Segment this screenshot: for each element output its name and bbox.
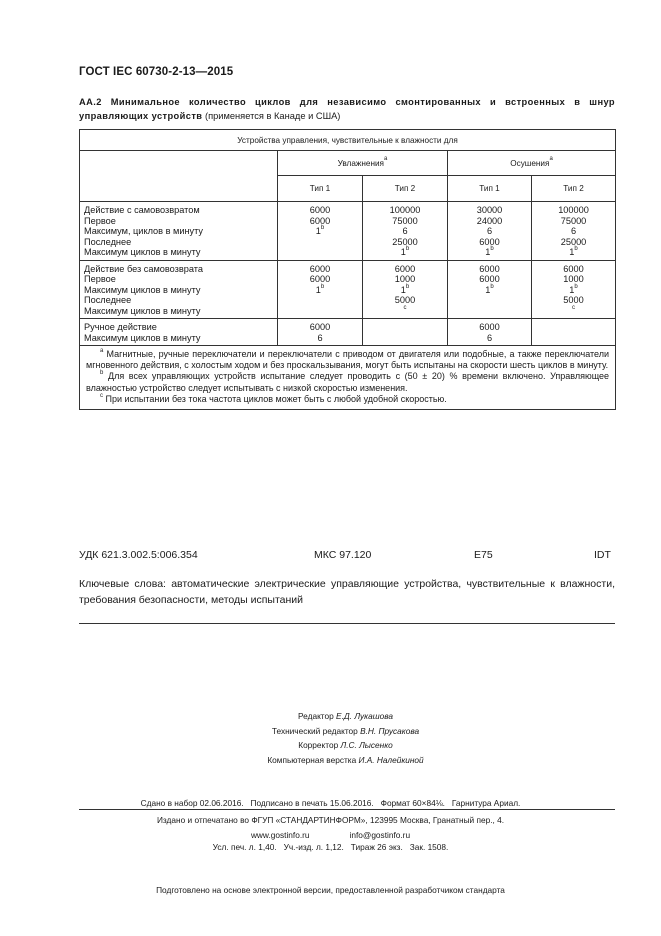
footnote-ref: b (490, 246, 494, 252)
footnote-ref: b (320, 225, 325, 231)
footnote-text: Для всех управляющих устройств испытание следует проводить с (50 ± 20) % времени включено. Управляющее влажностью устройство следует испытывать с низкой скоростью изменения. (86, 371, 610, 393)
cell-value (282, 247, 358, 258)
value-text: 100000 (558, 205, 589, 215)
row-labels (80, 319, 278, 346)
row-label: Первое (84, 215, 116, 226)
group-label: Осушения (510, 158, 550, 168)
person-name: В.Н. Прусакова (360, 725, 420, 736)
value-text: 100000 (389, 205, 421, 215)
print-line-2: Усл. печ. л. 1,40. Уч.-изд. л. 1,12. Тираж 26 экз. Зак. 1508. (212, 841, 449, 852)
publisher-info (0, 813, 661, 842)
mks-code: МКС 97.120 (314, 549, 372, 561)
layout-line (0, 753, 661, 768)
row-label: Максимум циклов в минуту (84, 247, 201, 257)
cell-value (536, 247, 611, 258)
cell-value (536, 205, 611, 216)
row-label: Ручное действие (84, 322, 157, 332)
value-text: 6000 (479, 274, 500, 284)
value-text: 75000 (392, 215, 418, 226)
cell-value (367, 306, 443, 317)
value-text: 6000 (309, 322, 331, 332)
footnote-mark: c (100, 392, 103, 399)
cell-value (536, 285, 611, 296)
cell-value (367, 295, 443, 306)
row-label: Действие с самовозвратом (84, 205, 200, 215)
table-corner-cell (80, 151, 278, 202)
footnote-a (86, 349, 609, 371)
cell-value (536, 306, 611, 317)
footnote-text: Магнитные, ручные переключатели и переключатели с приводом от двигателя или подобные, а также переключатели мгновенного действия, с холостым ходом и без проскальзывания, могут быть испытаны на скорости шесть циклов в минуту. (86, 349, 610, 371)
role-label: Редактор (298, 711, 334, 721)
row-label: Последнее (84, 295, 132, 305)
value-text: 6000 (394, 263, 416, 274)
value-text: 24000 (476, 215, 503, 226)
row-label: Последнее (84, 236, 132, 247)
value-text: 1 (485, 247, 491, 257)
value-cell (532, 319, 616, 346)
document-header: ГОСТ IEC 60730-2-13—2015 (79, 66, 234, 78)
divider (79, 623, 615, 624)
value-text: 1 (315, 284, 321, 295)
cell-value (452, 322, 527, 333)
cell-value (536, 333, 611, 344)
value-text: 6000 (309, 263, 331, 274)
cell-value (452, 333, 527, 344)
value-text: 6 (317, 332, 323, 343)
row-label: Максимум циклов в минуту (84, 332, 201, 343)
type-header: Тип 2 (532, 176, 616, 202)
row-labels (80, 202, 278, 261)
table-row (80, 260, 616, 319)
value-text: 1 (315, 226, 321, 236)
type-header: Тип 2 (363, 176, 448, 202)
value-cell (448, 202, 532, 261)
publisher-line: Издано и отпечатано во ФГУП «СТАНДАРТИНФОРМ», 123995 Москва, Гранатный пер., 4. (156, 815, 505, 825)
value-text: 25000 (392, 236, 418, 247)
cell-value (367, 333, 443, 344)
cell-value (282, 295, 358, 306)
okp-code: Е75 (474, 549, 493, 561)
value-text: 5000 (563, 295, 584, 305)
print-line-1: Сдано в набор 02.06.2016. Подписано в печать 15.06.2016. Формат 60×84⅛. Гарнитура Ариал. (140, 798, 521, 808)
footnote-ref: b (574, 283, 578, 290)
value-text: 6000 (479, 263, 500, 274)
value-text: 6 (486, 226, 493, 236)
value-text: 25000 (560, 236, 587, 247)
person-name: Е.Д. Лукашова (336, 711, 393, 721)
table-title: Устройства управления, чувствительные к влажности для (80, 130, 616, 151)
cell-value (452, 205, 527, 216)
cell-value (367, 285, 443, 296)
editor-line (0, 709, 661, 724)
footnote-ref: c (572, 304, 576, 311)
cycles-table (79, 129, 616, 410)
footnote-text: При испытании без тока частота циклов может быть с любой удобной скоростью. (105, 393, 447, 404)
value-text: 6000 (563, 263, 584, 274)
cell-value (282, 205, 358, 216)
footnote-c (86, 394, 609, 405)
row-label: Действие без самовозврата (84, 263, 204, 274)
value-text: 1 (569, 247, 575, 257)
cell-value (536, 274, 611, 285)
table-caption (79, 95, 615, 123)
value-text: 6000 (479, 322, 500, 332)
cell-value (282, 274, 358, 285)
role-label: Компьютерная верстка (267, 754, 357, 765)
row-label: Максимум циклов в минуту (84, 305, 201, 316)
cell-value (536, 295, 611, 306)
value-text: 75000 (560, 215, 587, 226)
type-header: Тип 1 (278, 176, 363, 202)
cell-value (367, 237, 443, 248)
table-row (80, 202, 616, 261)
cell-value (367, 264, 443, 275)
cell-value (452, 274, 527, 285)
value-text: 6000 (479, 236, 500, 247)
group-label: Увлажнения (337, 158, 384, 168)
footnote-ref: b (490, 283, 494, 290)
contacts-line (0, 828, 661, 843)
value-cell (448, 319, 532, 346)
cell-value (282, 285, 358, 296)
cell-value (536, 216, 611, 227)
footnote-ref: c (403, 304, 407, 311)
cell-value (282, 322, 358, 333)
cell-value (282, 264, 358, 275)
website-link[interactable]: www.gostinfo.ru (250, 829, 310, 840)
cell-value (367, 322, 443, 333)
type-header: Тип 1 (448, 176, 532, 202)
value-text: 30000 (476, 205, 503, 215)
cell-value (367, 216, 443, 227)
cell-value (282, 216, 358, 227)
person-name: Л.С. Лысенко (340, 740, 393, 750)
value-text: 1000 (563, 274, 584, 284)
tech-editor-line (0, 724, 661, 739)
keywords: Ключевые слова: автоматические электрические управляющие устройства, чувствительные к влажности, требования безопасности, методы испытаний (79, 578, 615, 606)
cell-value (367, 205, 443, 216)
group-dehumidify (448, 151, 616, 176)
cell-value (536, 322, 611, 333)
table-footnotes (80, 346, 616, 410)
row-label: Максимум, циклов в минуту (84, 226, 204, 236)
footnote-mark: a (100, 348, 104, 354)
value-cell (363, 260, 448, 319)
cell-value (452, 295, 527, 306)
table-row (80, 319, 616, 346)
cell-value (536, 226, 611, 237)
cell-value (452, 247, 527, 258)
footnote-ref: a (383, 155, 388, 162)
value-text: 6 (486, 332, 493, 343)
divider (79, 809, 615, 810)
value-cell (532, 260, 616, 319)
footnote-ref: b (405, 246, 410, 252)
cell-value (367, 247, 443, 258)
udk-code: УДК 621.3.002.5:006.354 (79, 549, 198, 561)
idt-code: IDT (594, 549, 611, 561)
value-cell (363, 319, 448, 346)
cell-value (282, 333, 358, 344)
value-text: 1 (400, 284, 406, 295)
value-cell (363, 202, 448, 261)
value-text: 1000 (394, 274, 416, 284)
footnote-ref: a (549, 155, 553, 162)
value-cell (278, 260, 363, 319)
value-text: 1 (569, 284, 575, 295)
footnote-mark: b (100, 370, 104, 377)
cell-value (452, 226, 527, 237)
value-text: 6 (570, 226, 577, 236)
footnote-ref: b (574, 246, 578, 252)
value-text: 6000 (309, 274, 331, 284)
cell-value (367, 274, 443, 285)
value-text: 5000 (394, 295, 416, 305)
value-text: 6000 (309, 215, 331, 226)
person-name: И.А. Налейкиной (358, 754, 424, 765)
value-cell (278, 319, 363, 346)
cell-value (452, 264, 527, 275)
email-link[interactable]: info@gostinfo.ru (349, 829, 411, 840)
cell-value (536, 264, 611, 275)
cell-value (282, 226, 358, 237)
group-humidify (278, 151, 448, 176)
cell-value (282, 306, 358, 317)
row-label: Максимум циклов в минуту (84, 284, 201, 295)
row-labels (80, 260, 278, 319)
row-label: Первое (84, 274, 116, 284)
cell-value (452, 306, 527, 317)
footnote-ref: b (320, 283, 325, 290)
role-label: Технический редактор (271, 725, 358, 736)
value-cell (448, 260, 532, 319)
table-caption-note: (применяется в Канаде и США) (204, 111, 341, 121)
role-label: Корректор (298, 740, 339, 750)
value-text: 6000 (309, 205, 331, 215)
value-text: 1 (400, 247, 406, 257)
corrector-line (0, 738, 661, 753)
value-text: 1 (485, 284, 491, 295)
value-text: 6 (402, 226, 408, 236)
editor-credits (0, 709, 661, 767)
footnote-b (86, 371, 609, 393)
value-cell (278, 202, 363, 261)
footnote-ref: b (405, 283, 410, 290)
cell-value (452, 285, 527, 296)
cell-value (367, 226, 443, 237)
cell-value (282, 237, 358, 248)
table-caption-title: АА.2 Минимальное количество циклов для независимо смонтированных и встроенных в шнур управляющих устройств (79, 97, 615, 121)
cell-value (452, 216, 527, 227)
print-line-3: Подготовлено на основе электронной версии, предоставленной разработчиком стандарта (156, 885, 505, 895)
value-cell (532, 202, 616, 261)
